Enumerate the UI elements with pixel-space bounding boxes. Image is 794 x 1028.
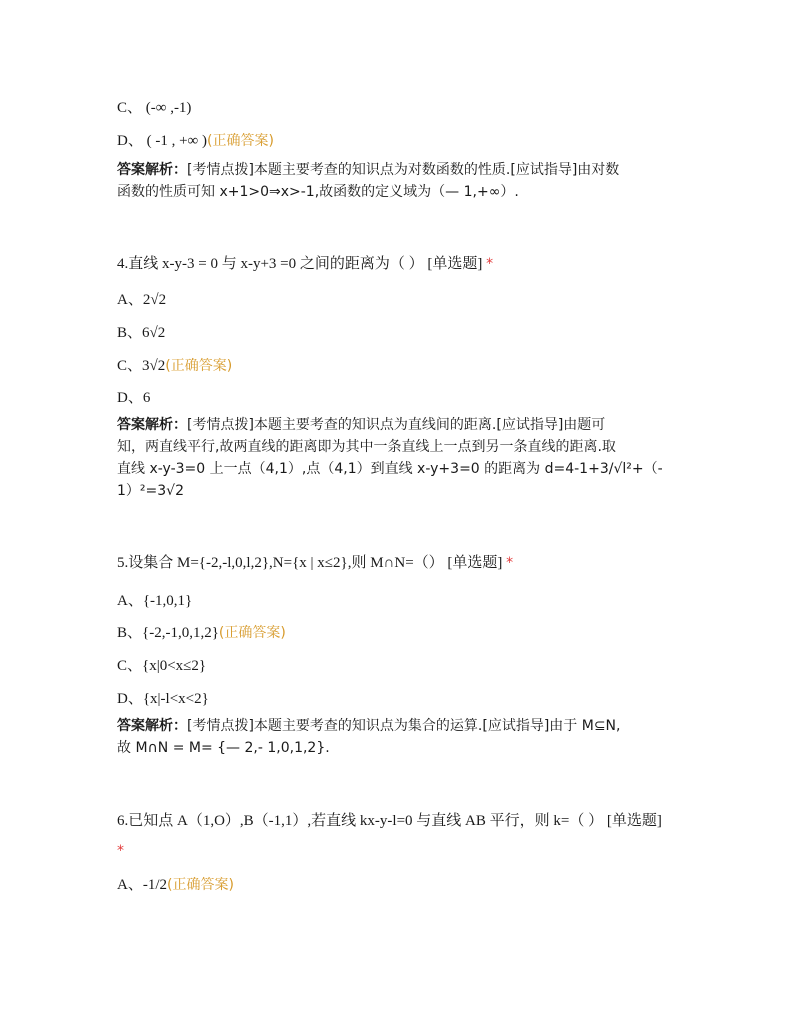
explanation-line: [考情点拨]本题主要考查的知识点为直线间的距离.[应试指导]由题可 — [187, 417, 606, 433]
correct-answer-tag: (正确答案) — [218, 625, 286, 641]
q4-option-b[interactable] — [117, 322, 165, 344]
q5-option-c[interactable] — [117, 655, 206, 677]
q4-option-a[interactable] — [117, 289, 166, 311]
q4-option-d[interactable] — [117, 387, 150, 409]
q6-title — [117, 810, 662, 832]
explanation-label: 答案解析： — [117, 718, 187, 734]
explanation-line: 1）²=3√2 — [117, 483, 184, 499]
required-star: * — [506, 555, 514, 571]
required-star: * — [486, 256, 494, 272]
correct-answer-tag: (正确答案) — [167, 877, 234, 893]
question-text: 5.设集合 M={-2,-l,0,l,2},N={x | x≤2},则 M∩N=（） [单选题] — [117, 555, 503, 571]
explanation-line: [考情点拨]本题主要考查的知识点为对数函数的性质.[应试指导]由对数 — [187, 162, 620, 178]
question-text: 6.已知点 A（1,O）,B（-1,1）,若直线 kx-y-l=0 与直线 AB 平行，则 k=（ ） [单选题] — [117, 813, 662, 829]
q4-explanation — [117, 414, 677, 502]
q5-option-b[interactable] — [117, 622, 286, 644]
q3-option-d[interactable] — [117, 130, 274, 152]
q5-option-d[interactable] — [117, 688, 209, 710]
explanation-line: 直线 x-y-3=0 上一点（4,1）,点（4,1）到直线 x-y+3=0 的距离为 d=4-1+3/√l²+（- — [117, 461, 663, 477]
option-text: A、{-1,0,1} — [117, 593, 193, 609]
question-text: 4.直线 x-y-3 = 0 与 x-y+3 =0 之间的距离为（ ） [单选题] — [117, 256, 483, 272]
explanation-line: 故 M∩N = M= {— 2,- 1,0,1,2}. — [117, 740, 330, 756]
option-text: D、6 — [117, 390, 151, 406]
option-text: A、2√2 — [117, 292, 167, 308]
option-text: C、{x|0<x≤2} — [117, 658, 207, 674]
required-star: * — [117, 843, 124, 859]
option-text: D、{x|-l<x<2} — [117, 691, 209, 707]
option-text: C、 (-∞ ,-1) — [117, 100, 192, 116]
option-text: B、{-2,-1,0,1,2} — [117, 625, 219, 641]
q4-option-c[interactable] — [117, 355, 232, 377]
explanation-line: 知，两直线平行,故两直线的距离即为其中一条直线上一点到另一条直线的距离.取 — [117, 439, 616, 455]
option-text: A、-1/2 — [117, 877, 167, 893]
option-text: C、3√2 — [117, 358, 166, 374]
option-text: D、 ( -1 , +∞ ) — [117, 133, 207, 149]
q5-option-a[interactable] — [117, 590, 192, 612]
q3-option-c[interactable] — [117, 97, 191, 119]
q5-explanation — [117, 715, 677, 759]
q6-option-a[interactable] — [117, 874, 234, 896]
explanation-label: 答案解析： — [117, 162, 187, 178]
correct-answer-tag: (正确答案) — [206, 133, 274, 149]
option-text: B、6√2 — [117, 325, 166, 341]
explanation-line: 函数的性质可知 x+1>0⇒x>-1,故函数的定义域为（— 1,+∞）. — [117, 184, 519, 200]
correct-answer-tag: (正确答案) — [165, 358, 233, 374]
q4-title — [117, 253, 493, 275]
explanation-label: 答案解析： — [117, 417, 187, 433]
q3-explanation — [117, 159, 677, 203]
explanation-line: [考情点拨]本题主要考查的知识点为集合的运算.[应试指导]由于 M⊆N, — [187, 718, 621, 734]
q5-title — [117, 552, 513, 574]
q6-required-marker — [117, 840, 124, 862]
